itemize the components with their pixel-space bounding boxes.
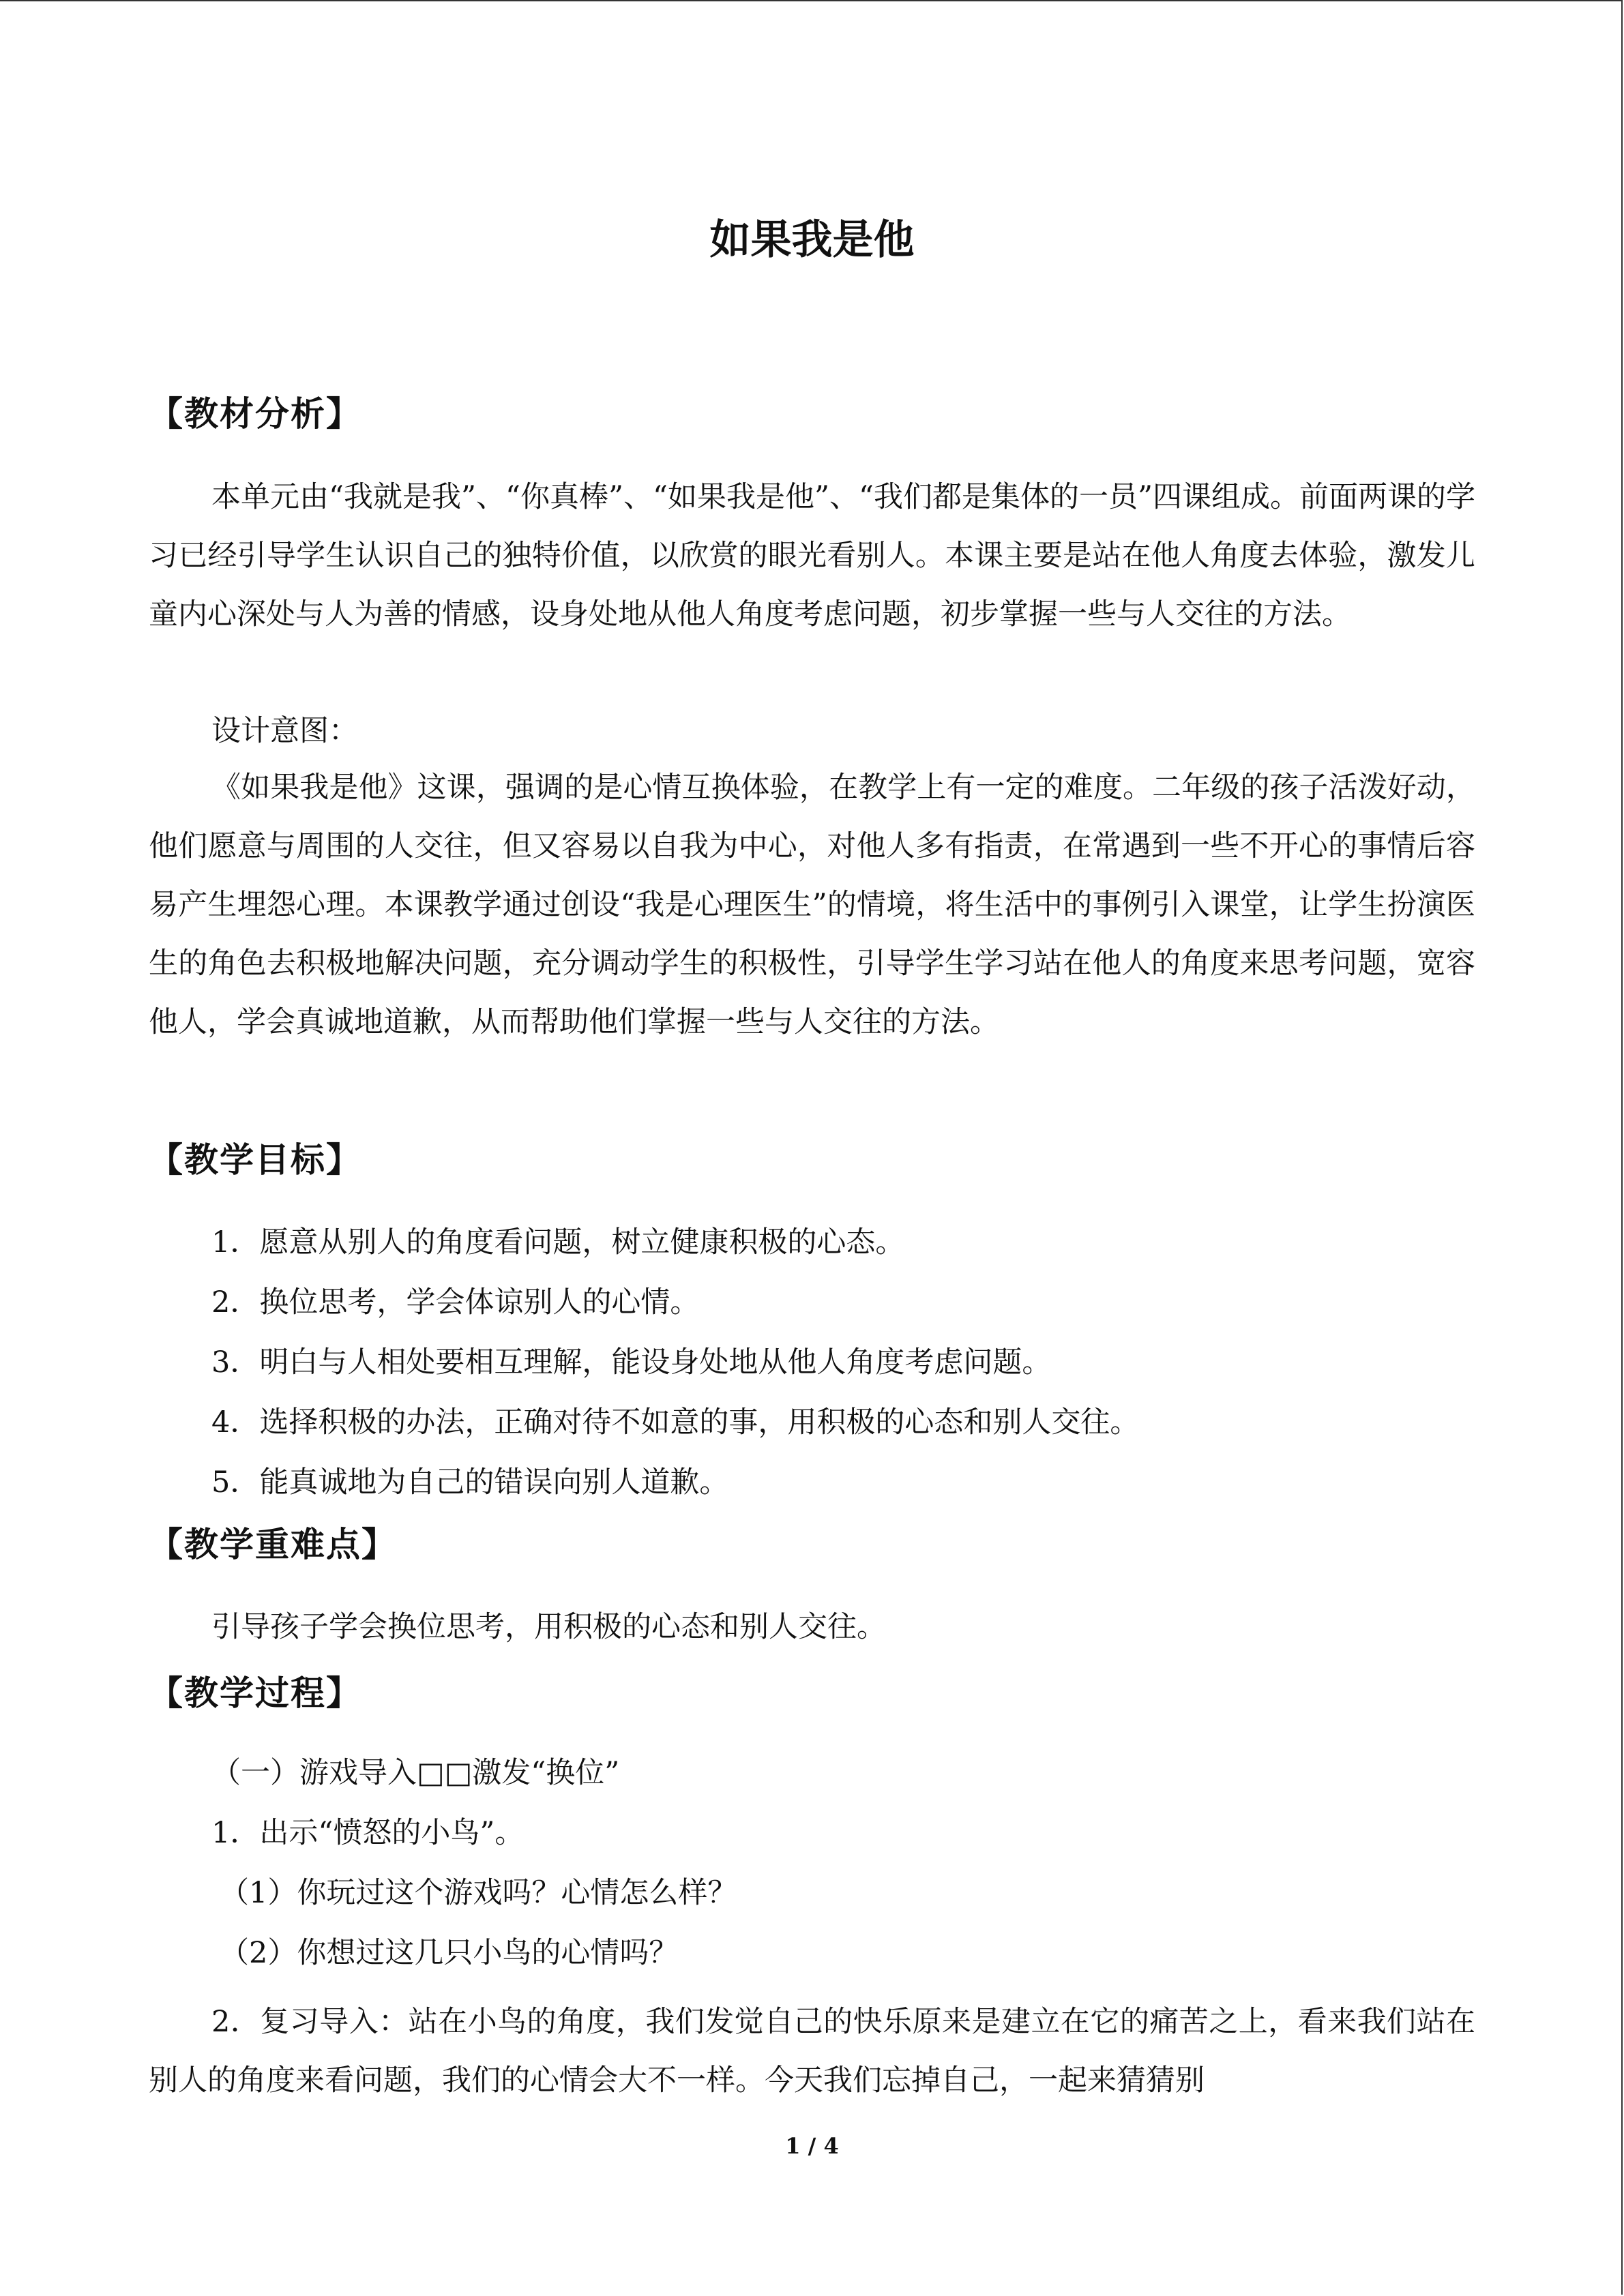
analysis-paragraph-2: 《如果我是他》这课，强调的是心情互换体验，在教学上有一定的难度。二年级的孩子活泼好动，他们愿意与周围的人交往，但又容易以自我为中心，对他人多有指责，在常遇到一些不开心的事情后容易产生埋怨心理。本课教学通过创设“我是心理医生”的情境，将生活中的事例引入课堂，让学生扮演医生的角色去积极地解决问题，充分调动学生的积极性，引导学生学习站在他人的角度来思考问题，宽容他人，学会真诚地道歉，从而帮助他们掌握一些与人交往的方法。 <box>149 771 1475 1039</box>
goal-item-5: 5．能真诚地为自己的错误向别人道歉。 <box>211 1465 729 1500</box>
process-item-2: 2．复习导入：站在小鸟的角度，我们发觉自己的快乐原来是建立在它的痛苦之上，看来我们站在别人的角度来看问题，我们的心情会大不一样。今天我们忘掉自己，一起来猜猜别 <box>149 2005 1475 2098</box>
process-question-2: （2）你想过这几只小鸟的心情吗？ <box>220 1936 679 1970</box>
section-heading-process: 【教学过程】 <box>149 1673 361 1713</box>
process-step-title: （一）游戏导入□□激发“换位” <box>211 1756 620 1790</box>
process-item-1: 1．出示“愤怒的小鸟”。 <box>211 1816 525 1850</box>
goal-item-4: 4．选择积极的办法，正确对待不如意的事，用积极的心态和别人交往。 <box>211 1405 1140 1440</box>
key-points-text: 引导孩子学会换位思考，用积极的心态和别人交往。 <box>211 1610 886 1644</box>
section-heading-goals: 【教学目标】 <box>149 1140 361 1180</box>
design-intent-label: 设计意图： <box>211 714 358 748</box>
section-heading-key-points: 【教学重难点】 <box>149 1525 397 1564</box>
analysis-paragraph-1: 本单元由“我就是我”、“你真棒”、“如果我是他”、“我们都是集体的一员”四课组成。前面两课的学习已经引导学生认识自己的独特价值，以欣赏的眼光看别人。本课主要是站在他人角度去体验，激发儿童内心深处与人为善的情感，设身处地从他人角度考虑问题，初步掌握一些与人交往的方法。 <box>149 480 1475 631</box>
goal-item-2: 2．换位思考，学会体谅别人的心情。 <box>211 1285 700 1320</box>
goal-item-3: 3．明白与人相处要相互理解，能设身处地从他人角度考虑问题。 <box>211 1345 1052 1380</box>
document-title: 如果我是他 <box>709 216 915 264</box>
process-question-1: （1）你玩过这个游戏吗？心情怎么样？ <box>220 1876 737 1910</box>
section-heading-analysis: 【教材分析】 <box>149 394 361 434</box>
goal-item-1: 1．愿意从别人的角度看问题，树立健康积极的心态。 <box>211 1225 905 1259</box>
page-number: 1 / 4 <box>785 2133 839 2159</box>
